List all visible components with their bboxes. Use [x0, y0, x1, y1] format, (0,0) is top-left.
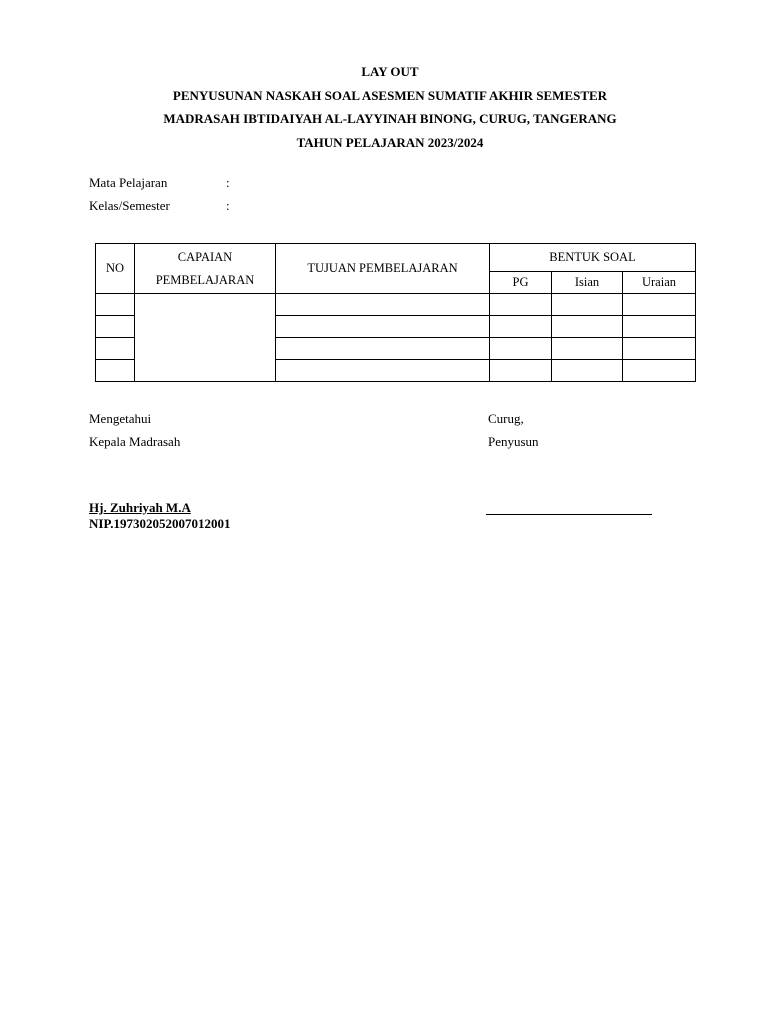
cell-no	[96, 316, 135, 338]
subheader-pg: PG	[490, 272, 552, 294]
table-row	[96, 294, 696, 316]
field-kelas-semester	[89, 198, 230, 214]
cell-capaian-pembelajaran	[135, 294, 276, 382]
field-mata-pelajaran	[89, 175, 230, 191]
header-bentuk-soal: BENTUK SOAL	[490, 244, 696, 272]
title-line-2: PENYUSUNAN NASKAH SOAL ASESMEN SUMATIF AKHIR SEMESTER	[172, 87, 608, 103]
signature-kepala-madrasah: Kepala Madrasah	[89, 434, 181, 449]
subheader-isian: Isian	[552, 272, 623, 294]
signature-penyusun: Penyusun	[488, 434, 539, 449]
cell-tujuan	[276, 316, 490, 338]
field-colon: :	[226, 175, 230, 190]
cell-pg	[490, 338, 552, 360]
cell-pg	[490, 360, 552, 382]
signature-left-block	[89, 407, 180, 453]
cell-tujuan	[276, 338, 490, 360]
header-capaian-pembelajaran	[135, 244, 276, 294]
cell-uraian	[623, 360, 696, 382]
signer-name: Hj. Zuhriyah M.A	[89, 500, 191, 515]
header-no: NO	[96, 244, 135, 294]
signature-place: Curug,	[488, 411, 524, 426]
header-cp-line2: PEMBELAJARAN	[155, 272, 255, 287]
layout-table	[95, 243, 696, 382]
header-tujuan-pembelajaran: TUJUAN PEMBELAJARAN	[276, 244, 490, 294]
signature-mengetahui: Mengetahui	[89, 411, 152, 426]
cell-uraian	[623, 316, 696, 338]
cell-isian	[552, 294, 623, 316]
cell-no	[96, 294, 135, 316]
cell-isian	[552, 338, 623, 360]
cell-isian	[552, 360, 623, 382]
subheader-uraian: Uraian	[623, 272, 696, 294]
cell-uraian	[623, 338, 696, 360]
cell-tujuan	[276, 360, 490, 382]
title-line-1: LAY OUT	[361, 64, 419, 79]
signature-right-block	[488, 407, 539, 453]
field-colon: :	[226, 198, 230, 213]
title-line-3: MADRASAH IBTIDAIYAH AL-LAYYINAH BINONG, CURUG, TANGERANG	[163, 111, 617, 126]
cell-pg	[490, 294, 552, 316]
document-title-block	[0, 60, 768, 154]
cell-no	[96, 360, 135, 382]
field-label: Mata Pelajaran	[89, 175, 168, 190]
field-label: Kelas/Semester	[89, 198, 170, 213]
cell-tujuan	[276, 294, 490, 316]
title-line-4: TAHUN PELAJARAN 2023/2024	[296, 134, 484, 150]
header-cp-line1: CAPAIAN	[177, 249, 233, 264]
signature-line	[486, 514, 652, 515]
cell-uraian	[623, 294, 696, 316]
cell-isian	[552, 316, 623, 338]
cell-no	[96, 338, 135, 360]
signer-nip: NIP.197302052007012001	[89, 516, 231, 531]
cell-pg	[490, 316, 552, 338]
